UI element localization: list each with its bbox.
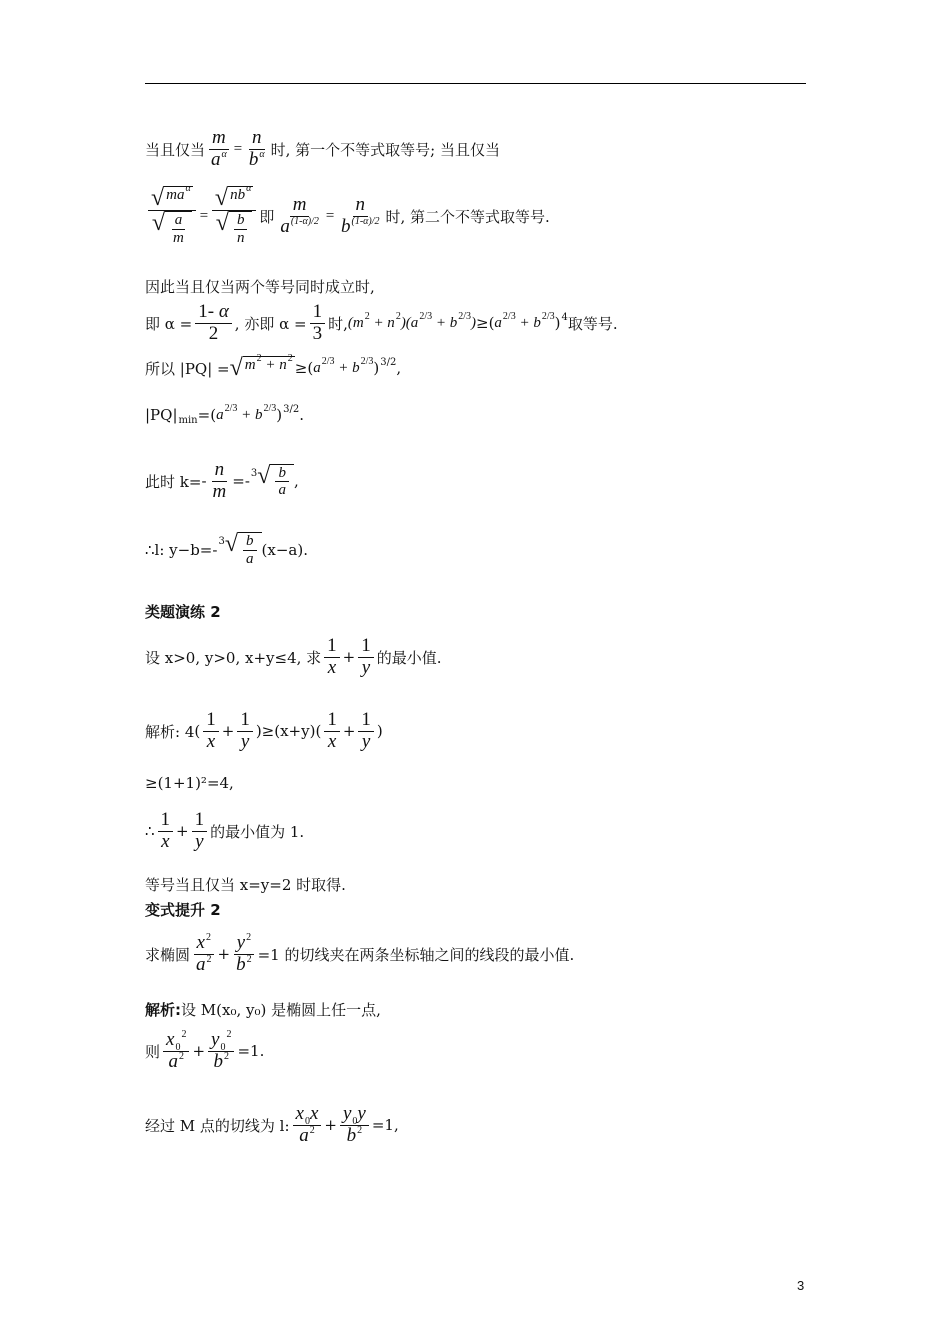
text: 此时 k= [145, 472, 202, 491]
line-1: 当且仅当 $\frac{m}{a^\alpha}$ = $\frac{n}{b^\alpha}$ 时, 第一个不等式取等号; 当且仅当 [145, 127, 501, 170]
text: , 亦即 α = [234, 314, 307, 333]
fraction-1-y: $\frac{1}{y}$ [358, 710, 374, 753]
fraction-m-a-alpha: $\frac{m}{a^\alpha}$ [211, 127, 227, 170]
text: (x−a). [261, 540, 308, 559]
text: ≥(1+1)²=4, [145, 774, 234, 792]
fraction-1-x: $\frac{1}{x}$ [324, 636, 340, 679]
line-14: 求椭圆 $\frac{x^2}{a^2}$ + $\frac{y^2}{b^2}$ =1 的切线夹在两条坐标轴之间的线段的最小值. [145, 932, 575, 975]
line-12: ∴ $\frac{1}{x}$ + $\frac{1}{y}$ 的最小值为 1. [145, 809, 305, 852]
line-9: 设 x>0, y>0, x+y≤4, 求 $\frac{1}{x}$ + $\frac{1}{y}$ 的最小值. [145, 635, 442, 678]
analysis-label: 解析: [145, 1001, 181, 1019]
line-17: 经过 M 点的切线为 l: $\frac{x_0x}{a^2}$ + $\frac{y_0y}{b^2}$ =1, [145, 1103, 399, 1146]
text: 取等号. [567, 314, 618, 333]
fraction-x2-a2: $\frac{x^2}{a^2}$ [193, 933, 215, 976]
line-6: |PQ| min = ( $a^{2/3} + b^{2/3}$ )$^{3/2}$. [145, 402, 304, 426]
text: 经过 M 点的切线为 l: [145, 1116, 290, 1135]
text: 因此当且仅当两个等号同时成立时, [145, 278, 375, 296]
fraction-n-b-power: $\frac{n}{b^{(1-\alpha)/2}}$ [340, 193, 380, 237]
fraction-y0sq-b2: $\frac{y_0^2}{b^2}$ [208, 1030, 234, 1073]
line-11 [145, 774, 234, 792]
text: 的最小值为 1. [210, 822, 305, 841]
text: = [197, 406, 211, 424]
text: 当且仅当 [145, 140, 206, 159]
text: =1, [371, 1116, 399, 1135]
text: 求椭圆 [145, 945, 191, 964]
cuberoot-b-a: √ $\frac{b}{a}$ [257, 464, 294, 499]
text: =1 的切线夹在两条坐标轴之间的线段的最小值. [257, 945, 575, 964]
text: ≥ [294, 359, 308, 377]
fraction-1-alpha-2: $\frac{1- \alpha}{2}$ [195, 302, 232, 345]
text: =1. [237, 1042, 265, 1061]
line-13 [145, 874, 346, 895]
line-4: 即 α = $\frac{1- \alpha}{2}$ , 亦即 α = $\frac{1}{3}$ 时, $(m^2 + n^2)(a^{2/3} + b^{2/3})$ ≥( $a^{2/3} + b^{2/3}$ )$^4$ 取等号. [145, 301, 618, 344]
subscript-min: min [178, 414, 198, 426]
text: 即 [259, 207, 275, 226]
text: 设 x>0, y>0, x+y≤4, 求 [145, 648, 322, 667]
fraction-n-m: $\frac{n}{m}$ [212, 459, 227, 502]
fraction-1-y: $\frac{1}{y}$ [237, 710, 253, 753]
text: 所以 |PQ| = [145, 359, 230, 378]
fraction-y0y-b2: $\frac{y_0y}{b^2}$ [340, 1104, 369, 1147]
line-15 [145, 999, 381, 1020]
header-rule [145, 83, 806, 84]
fraction-x0x-a2: $\frac{x_0x}{a^2}$ [293, 1104, 322, 1147]
text: ∴l: y−b= [145, 540, 213, 559]
fraction-1-3: $\frac{1}{3}$ [310, 302, 326, 345]
fraction-1-y: $\frac{1}{y}$ [192, 810, 208, 853]
therefore-symbol: ∴ [145, 822, 155, 841]
line-3 [145, 276, 375, 297]
line-2: √ $ma^\alpha$ √ $\frac{a}{m}$ = √ $nb^\alpha$ √ $\frac{b}{n}$ 即 $\frac{m}{a^{(1-\alpha)/2}}$ = $\frac{n}{b^{(1-\alpha)/2}}$ 时, 第二个不等式取等号. [145, 186, 550, 246]
line-8: ∴l: y−b= - 3 √ $\frac{b}{a}$ (x−a). [145, 531, 308, 567]
text: 即 α = [145, 314, 193, 333]
section-heading-1 [145, 601, 221, 622]
text: |PQ| [145, 406, 178, 424]
fraction-n-b-alpha: $\frac{n}{b^\alpha}$ [248, 127, 265, 170]
line-5: 所以 |PQ| = √ $m^2 + n^2$ ≥ ( $a^{2/3} + b^{2/3}$ )$^{3/2}$, [145, 353, 402, 381]
line-7: 此时 k= - $\frac{n}{m}$ =- 3 √ $\frac{b}{a}$ , [145, 459, 299, 502]
text: 解析: 4 [145, 722, 195, 741]
text: 的最小值. [376, 648, 442, 667]
fraction-sqrt-ratio-1: √ $ma^\alpha$ √ $\frac{a}{m}$ [148, 186, 196, 246]
section-heading-2 [145, 899, 221, 920]
text: 等号当且仅当 x=y=2 时取得. [145, 876, 346, 894]
fraction-x0sq-a2: $\frac{x_0^2}{a^2}$ [163, 1030, 189, 1073]
fraction-1-y: $\frac{1}{y}$ [358, 636, 374, 679]
text: 设 M(x₀, y₀) 是椭圆上任一点, [181, 1001, 381, 1019]
line-16: 则 $\frac{x_0^2}{a^2}$ + $\frac{y_0^2}{b^2}$ =1. [145, 1029, 265, 1072]
line-10: 解析: 4 ( $\frac{1}{x}$ + $\frac{1}{y}$ ) ≥(x+y) ( $\frac{1}{x}$ + $\frac{1}{y}$ ) [145, 709, 383, 752]
sqrt-m2-n2: √ $m^2 + n^2$ [229, 353, 293, 381]
fraction-y2-b2: $\frac{y^2}{b^2}$ [233, 933, 255, 976]
heading-text: 变式提升 2 [145, 901, 221, 919]
fraction-1-x: $\frac{1}{x}$ [158, 810, 174, 853]
text: 时, 第一个不等式取等号; 当且仅当 [270, 140, 501, 159]
heading-text: 类题演练 2 [145, 603, 221, 621]
fraction-1-x: $\frac{1}{x}$ [324, 710, 340, 753]
text: 时, [328, 314, 348, 333]
fraction-1-x: $\frac{1}{x}$ [203, 710, 219, 753]
text: 时, 第二个不等式取等号. [385, 207, 550, 226]
page-number: 3 [797, 1278, 805, 1293]
fraction-sqrt-ratio-2: √ $nb^\alpha$ √ $\frac{b}{n}$ [212, 186, 256, 246]
cuberoot-b-a-2: √ $\frac{b}{a}$ [225, 532, 262, 567]
fraction-m-a-power: $\frac{m}{a^{(1-\alpha)/2}}$ [280, 193, 319, 237]
text: 则 [145, 1042, 161, 1061]
text: ≥(x+y) [261, 722, 316, 741]
